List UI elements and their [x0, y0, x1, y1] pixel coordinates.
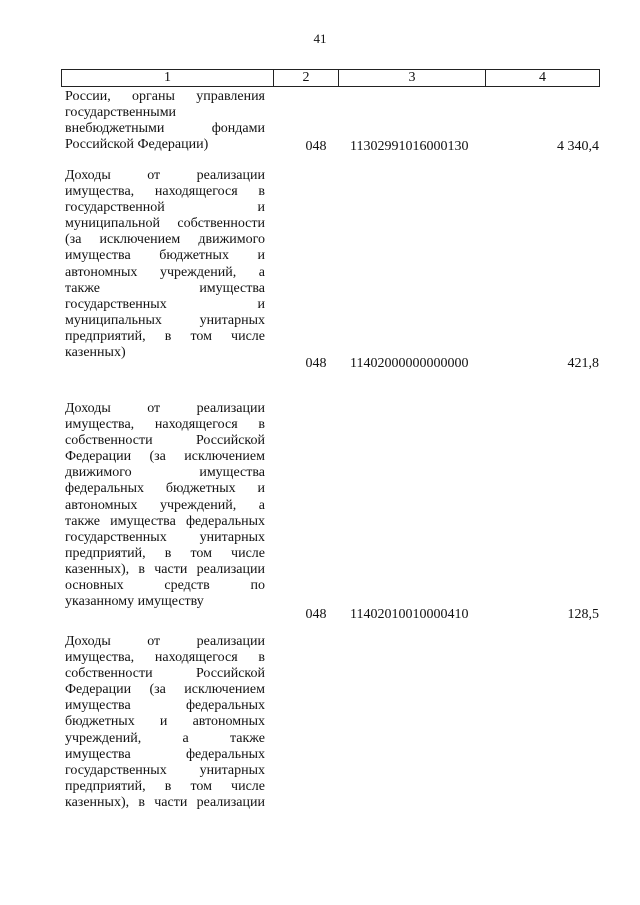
- row-description: Доходы от реализации имущества, находящегося в собственности Российской Федерации (за исключением имущества федеральных бюджетных и автономных учреждений, а также имущества федеральных государственных унитарных предприятий, в том числе казенных), в части реализации: [65, 634, 265, 810]
- column-header-1: 1: [62, 70, 274, 87]
- row-description: Доходы от реализации имущества, находящегося в государственной и муниципальной собственности (за исключением движимого имущества бюджетных и автономных учреждений, а также имущества государственных и муниципальных унитарных предприятий, в том числе казенных): [65, 168, 265, 361]
- column-header-row: [61, 69, 600, 87]
- page-number: 41: [313, 31, 327, 46]
- row-code-admin: 048: [305, 356, 327, 371]
- row-amount: 4 340,4: [557, 139, 599, 154]
- table-row: [65, 634, 599, 824]
- column-header-3: 3: [339, 70, 486, 87]
- column-header-2: 2: [274, 70, 339, 87]
- row-amount: 128,5: [567, 607, 599, 622]
- table-row: [65, 89, 599, 159]
- row-description: Доходы от реализации имущества, находящегося в собственности Российской Федерации (за исключением движимого имущества федеральных бюджетных и автономных учреждений, а также имущества федеральных государственных унитарных предприятий, в том числе казенных), в части реализации основных средств по указанному имуществу: [65, 401, 265, 610]
- table-row: [65, 168, 599, 371]
- row-code-admin: 048: [305, 607, 327, 622]
- row-description: России, органы управления государственными внебюджетными фондами Российской Федерации): [65, 89, 265, 153]
- table-row: [65, 401, 599, 626]
- row-amount: 421,8: [567, 356, 599, 371]
- row-budget-code: 11302991016000130: [350, 139, 469, 154]
- row-code-admin: 048: [305, 139, 327, 154]
- row-budget-code: 11402010010000410: [350, 607, 469, 622]
- column-header-4: 4: [486, 70, 600, 87]
- row-budget-code: 11402000000000000: [350, 356, 469, 371]
